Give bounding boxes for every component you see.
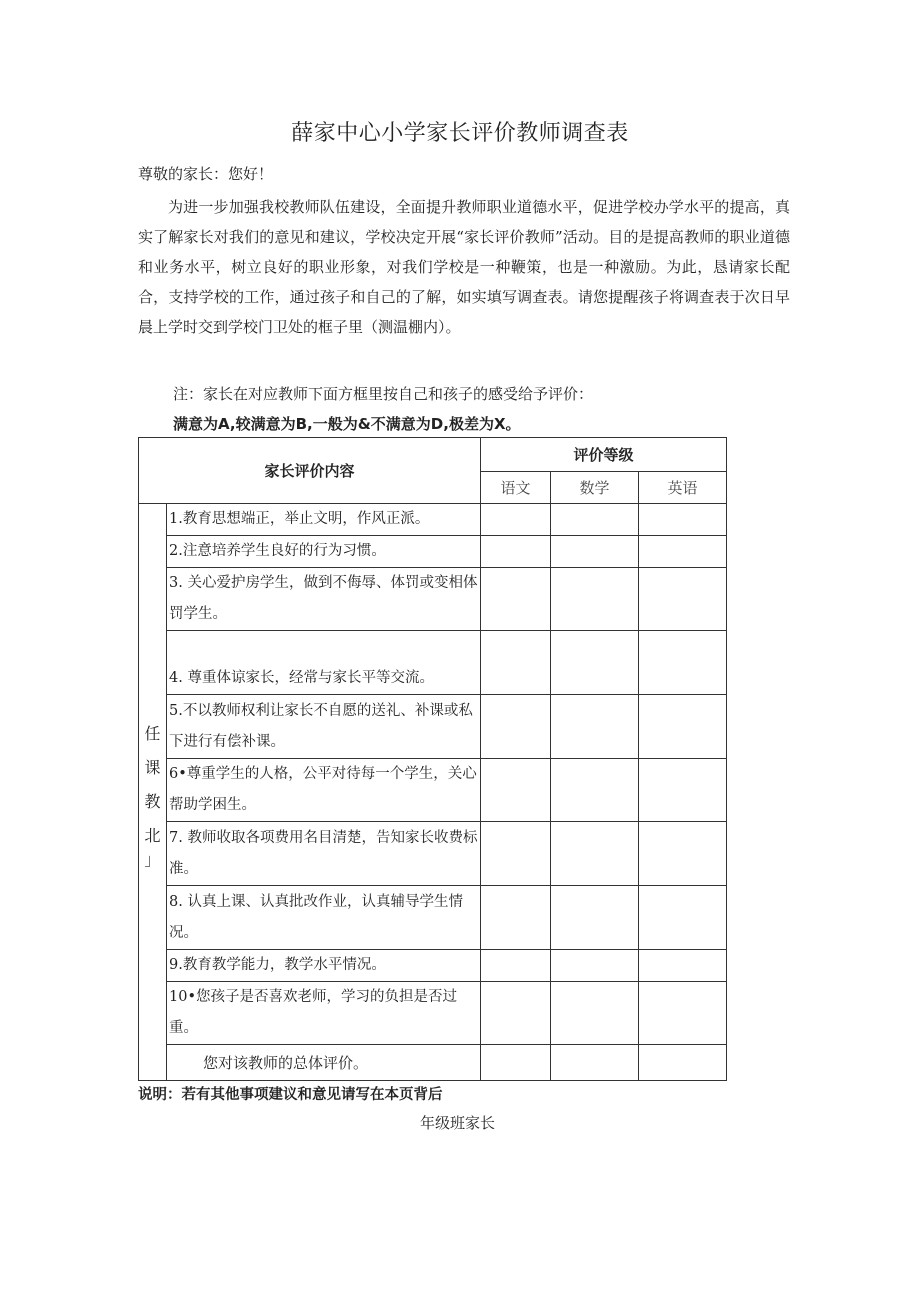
criterion-10: 10•您孩子是否喜欢老师，学习的负担是否过重。 <box>167 982 481 1045</box>
explanation-note: 说明：若有其他事项建议和意见请写在本页背后 <box>138 1087 443 1103</box>
criterion-9: 9.教育教学能力，教学水平情况。 <box>167 950 481 982</box>
rating-cell-chinese[interactable] <box>481 536 551 568</box>
signature-line: 年级班家长 <box>420 1114 496 1132</box>
page-title: 薛家中心小学家长评价教师调查表 <box>291 121 629 146</box>
rating-cell-chinese[interactable] <box>481 568 551 631</box>
criterion-4: 4. 尊重体谅家长，经常与家长平等交流。 <box>167 631 481 695</box>
rating-cell-chinese[interactable] <box>481 982 551 1045</box>
table-row <box>139 504 727 536</box>
side-label-char: 北 <box>144 826 161 845</box>
side-label-char: 教 <box>144 792 161 811</box>
subject-header-chinese: 语文 <box>481 472 551 504</box>
rating-cell-english[interactable] <box>639 568 727 631</box>
rating-cell-english[interactable] <box>639 504 727 536</box>
rating-cell-chinese[interactable] <box>481 695 551 759</box>
criterion-1: 1.教育思想端正，举止文明，作风正派。 <box>167 504 481 536</box>
rating-cell-english[interactable] <box>639 822 727 886</box>
table-row <box>139 982 727 1045</box>
rating-cell-english[interactable] <box>639 886 727 950</box>
criterion-8: 8. 认真上课、认真批改作业，认真辅导学生情况。 <box>167 886 481 950</box>
rating-cell-chinese[interactable] <box>481 822 551 886</box>
note-text: 注：家长在对应教师下面方框里按自己和孩子的感受给予评价： <box>173 385 594 403</box>
criterion-3: 3. 关心爱护房学生，做到不侮辱、体罚或变相体罚学生。 <box>167 568 481 631</box>
rating-cell-math[interactable] <box>551 536 639 568</box>
table-row <box>139 822 727 886</box>
table-row <box>139 695 727 759</box>
table-row <box>139 886 727 950</box>
table-row <box>139 536 727 568</box>
rating-cell-english[interactable] <box>639 950 727 982</box>
overall-evaluation: 您对该教师的总体评价。 <box>167 1045 481 1081</box>
subject-header-english: 英语 <box>639 472 727 504</box>
rating-cell-chinese[interactable] <box>481 1045 551 1081</box>
criterion-6: 6•尊重学生的人格，公平对待每一个学生，关心帮助学困生。 <box>167 759 481 822</box>
rating-cell-math[interactable] <box>551 982 639 1045</box>
side-label-char: 」 <box>144 850 161 869</box>
table-row <box>139 950 727 982</box>
rating-cell-english[interactable] <box>639 695 727 759</box>
rating-cell-math[interactable] <box>551 695 639 759</box>
table-row <box>139 1045 727 1081</box>
rating-cell-math[interactable] <box>551 822 639 886</box>
criterion-2: 2.注意培养学生良好的行为习惯。 <box>167 536 481 568</box>
subject-header-math: 数学 <box>551 472 639 504</box>
rating-cell-math[interactable] <box>551 950 639 982</box>
rating-cell-chinese[interactable] <box>481 504 551 536</box>
greeting: 尊敬的家长：您好！ <box>138 165 274 183</box>
rating-cell-chinese[interactable] <box>481 886 551 950</box>
content-header: 家长评价内容 <box>139 438 481 504</box>
rating-cell-chinese[interactable] <box>481 950 551 982</box>
rating-cell-english[interactable] <box>639 631 727 695</box>
rating-cell-chinese[interactable] <box>481 631 551 695</box>
rating-cell-math[interactable] <box>551 1045 639 1081</box>
rating-cell-math[interactable] <box>551 886 639 950</box>
table-row <box>139 568 727 631</box>
evaluation-table <box>138 437 727 1081</box>
rating-cell-math[interactable] <box>551 568 639 631</box>
grading-scale: 满意为A,较满意为B,一般为&不满意为D,极差为X。 <box>173 415 521 433</box>
table-row <box>139 759 727 822</box>
rating-cell-english[interactable] <box>639 536 727 568</box>
side-label-char: 任 <box>144 724 161 743</box>
rating-cell-math[interactable] <box>551 631 639 695</box>
rating-cell-math[interactable] <box>551 759 639 822</box>
side-label <box>139 504 167 1081</box>
side-label-char: 课 <box>144 758 161 777</box>
intro-paragraph: 为进一步加强我校教师队伍建设，全面提升教师职业道德水平，促进学校办学水平的提高，真实了解家长对我们的意见和建议，学校决定开展“家长评价教师”活动。目的是提高教师的职业道德和业务水平，树立良好的职业形象，对我们学校是一种鞭策，也是一种激励。为此，恳请家长配合，支持学校的工作，通过孩子和自己的了解，如实填写调查表。请您提醒孩子将调查表于次日早晨上学时交到学校门卫处的框子里（测温棚内）。 <box>138 198 790 336</box>
rating-cell-chinese[interactable] <box>481 759 551 822</box>
criterion-5: 5.不以教师权利让家长不自愿的送礼、补课或私下进行有偿补课。 <box>167 695 481 759</box>
rating-cell-english[interactable] <box>639 982 727 1045</box>
rating-cell-english[interactable] <box>639 759 727 822</box>
grade-header: 评价等级 <box>481 438 727 472</box>
rating-cell-english[interactable] <box>639 1045 727 1081</box>
rating-cell-math[interactable] <box>551 504 639 536</box>
criterion-7: 7. 教师收取各项费用名目清楚，告知家长收费标准。 <box>167 822 481 886</box>
table-row <box>139 631 727 695</box>
